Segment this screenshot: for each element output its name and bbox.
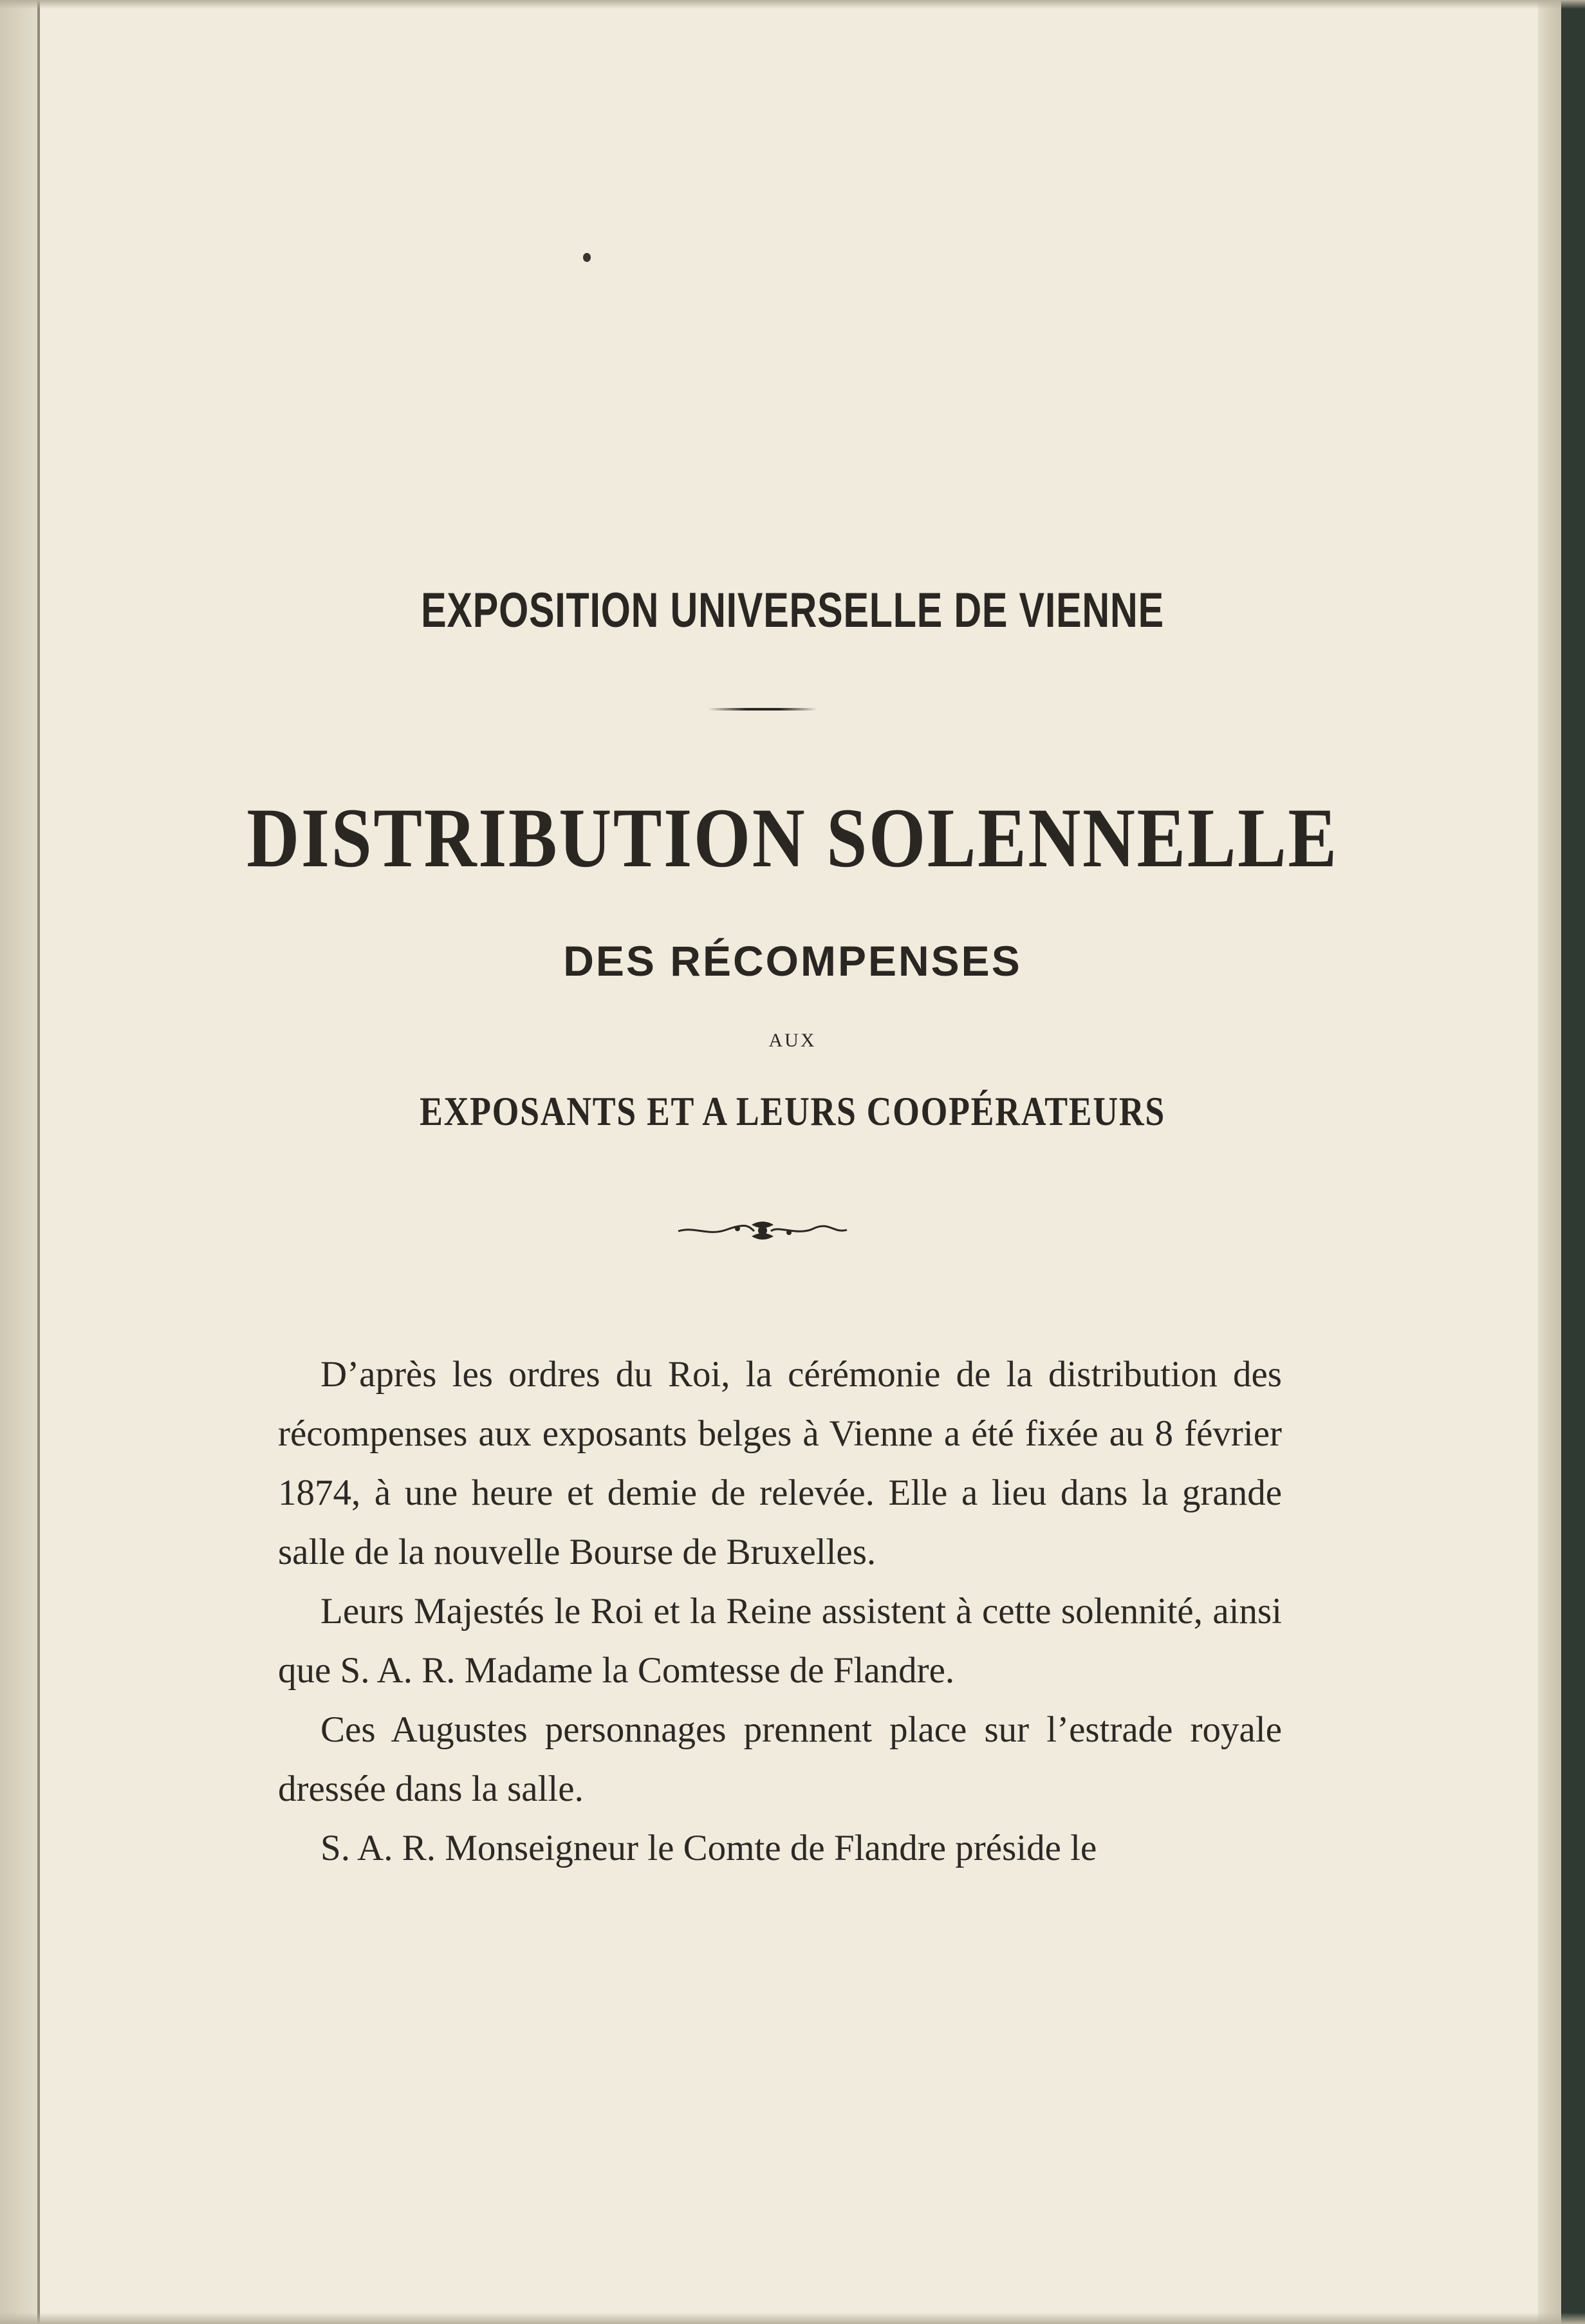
- top-shadow: [0, 0, 1585, 9]
- paragraph: Leurs Majestés le Roi et la Reine assistent à cette solennité, ainsi que S. A. R. Madame la Comtesse de Flandre.: [278, 1591, 1282, 1691]
- exhibition-heading: EXPOSITION UNIVERSELLE DE VIENNE: [421, 583, 1164, 638]
- bottom-shadow: [0, 2312, 1585, 2324]
- paper-sheet: [40, 0, 1538, 2324]
- book-cover-edge: [1561, 0, 1585, 2324]
- connector-word: AUX: [768, 1030, 817, 1051]
- paragraph: Ces Augustes personnages prennent place sur l’estrade royale dressée dans la salle.: [278, 1709, 1282, 1809]
- page-stack-edge: [1538, 0, 1561, 2324]
- paragraph: D’après les ordres du Roi, la cérémonie de la distribution des récompenses aux exposants belges à Vienne a été fixée au 8 février 1874, à une heure et demie de relevée. Elle a lieu dans la grande salle de la nouvelle Bourse de Bruxelles.: [278, 1354, 1282, 1572]
- heading-rule: [708, 708, 817, 711]
- paragraph: S. A. R. Monseigneur le Comte de Flandre préside le: [320, 1828, 1097, 1868]
- page-title: DISTRIBUTION SOLENNELLE: [246, 790, 1339, 885]
- page-subtitle-2: EXPOSANTS ET A LEURS COOPÉRATEURS: [420, 1088, 1165, 1134]
- page-subtitle: DES RÉCOMPENSES: [563, 937, 1022, 985]
- body-text: [278, 1345, 1282, 1878]
- binding-gutter: [0, 0, 37, 2324]
- fleuron-ornament-icon: [676, 1220, 849, 1241]
- ink-speck: [583, 253, 591, 262]
